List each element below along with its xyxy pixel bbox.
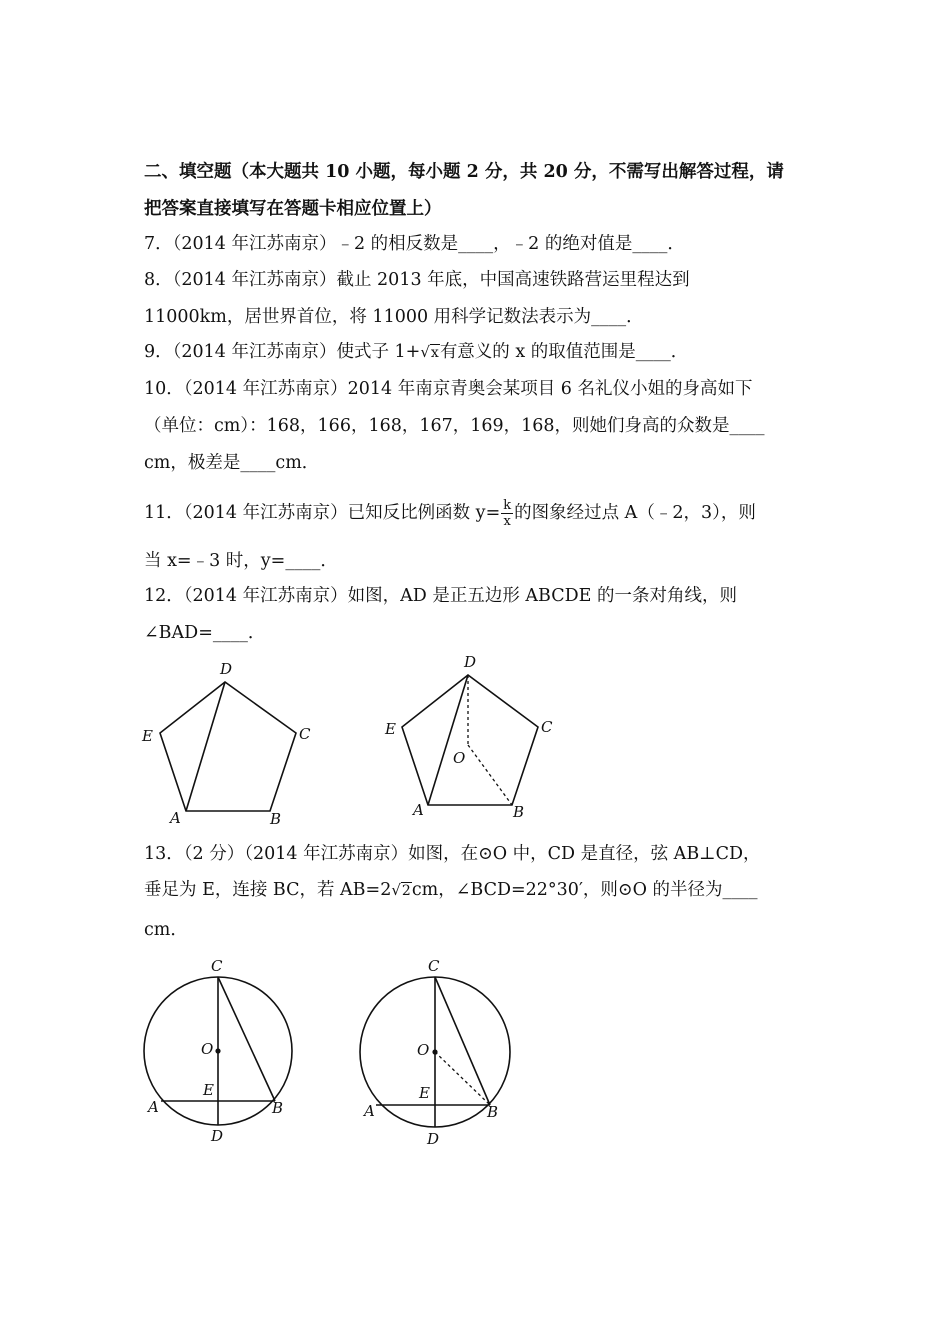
sqrt-radicand: x [430,345,439,361]
question-9-prefix: 9．（2014 年江苏南京）使式子 1+ [144,342,421,362]
question-13-line1: 13．（2 分）（2014 年江苏南京）如图，在⊙O 中，CD 是直径，弦 AB⊥CD， [144,844,761,864]
question-13-line2 [144,878,758,903]
label-c: C [428,957,440,975]
diagonal-ad [186,682,225,811]
label-e: E [203,1081,214,1099]
section-heading-line1: 二、填空题（本大题共 10 小题，每小题 2 分，共 20 分，不需写出解答过程，请 [144,162,784,182]
dashed-ob [468,745,512,805]
label-a: A [170,809,181,827]
center-point [215,1048,220,1053]
sqrt-expression: √2 [391,881,411,899]
label-e: E [385,720,396,738]
question-8-line2: 11000km，居世界首位，将 11000 用科学记数法表示为____． [144,307,644,327]
question-11-line2: 当 x=﹣3 时，y=____． [144,551,338,571]
pentagon-shape [160,682,296,811]
question-10-line2: （单位：cm）：168，166，168，167，169，168，则她们身高的众数是____ [144,416,765,436]
label-a: A [413,801,424,819]
label-b: B [513,803,525,821]
question-9-suffix: 有意义的 x 的取值范围是____． [439,342,689,362]
label-o: O [453,749,466,767]
label-c: C [299,725,311,743]
center-point [432,1049,437,1054]
label-d: D [211,1127,224,1145]
label-e: E [419,1084,430,1102]
label-b: B [272,1099,284,1117]
label-c: C [211,957,223,975]
pentagon-figure-1 [140,655,320,830]
diagonal-ad [428,675,468,805]
pentagon-shape [402,675,538,805]
label-c: C [541,718,553,736]
circle-figure-1 [135,955,305,1150]
question-10-line1: 10．（2014 年江苏南京）2014 年南京青奥会某项目 6 名礼仪小姐的身高如下 [144,379,753,399]
label-a: A [364,1102,375,1120]
question-12-line1: 12．（2014 年江苏南京）如图，AD 是正五边形 ABCDE 的一条对角线，则 [144,586,737,606]
label-b: B [270,810,282,828]
question-13-line3: cm． [144,920,188,940]
question-13-prefix: 垂足为 E，连接 BC，若 AB=2 [144,880,392,900]
section-heading-line2: 把答案直接填写在答题卡相应位置上） [144,199,442,219]
label-a: A [148,1098,159,1116]
label-o: O [201,1040,214,1058]
question-11-line1 [144,498,756,529]
pentagon-figure-2 [380,650,560,825]
question-11-prefix: 11．（2014 年江苏南京）已知反比例函数 y= [144,503,501,523]
question-12-line2: ∠BAD=____． [144,623,266,643]
label-d: D [427,1130,440,1148]
fraction-numerator: k [503,498,512,513]
question-13-suffix: cm，∠BCD=22°30′，则⊙O 的半径为____ [411,880,758,900]
question-10-line3: cm，极差是____cm． [144,453,320,473]
sqrt-expression: √x [420,343,439,361]
label-o: O [417,1041,430,1059]
fraction-denominator: x [503,514,511,529]
question-7: 7．（2014 年江苏南京）﹣2 的相反数是____，﹣2 的绝对值是____． [144,234,685,254]
label-e: E [142,727,153,745]
label-b: B [487,1103,499,1121]
dashed-ob [435,1052,490,1105]
label-d: D [220,660,233,678]
segment-bc [435,977,490,1105]
circle-figure-2 [352,955,522,1150]
fraction-k-over-x [501,498,513,529]
sqrt-radicand: 2 [401,883,411,899]
question-8-line1: 8．（2014 年江苏南京）截止 2013 年底，中国高速铁路营运里程达到 [144,270,690,290]
label-d: D [464,653,477,671]
question-9 [144,340,688,365]
question-11-suffix: 的图象经过点 A（﹣2，3），则 [514,503,756,523]
